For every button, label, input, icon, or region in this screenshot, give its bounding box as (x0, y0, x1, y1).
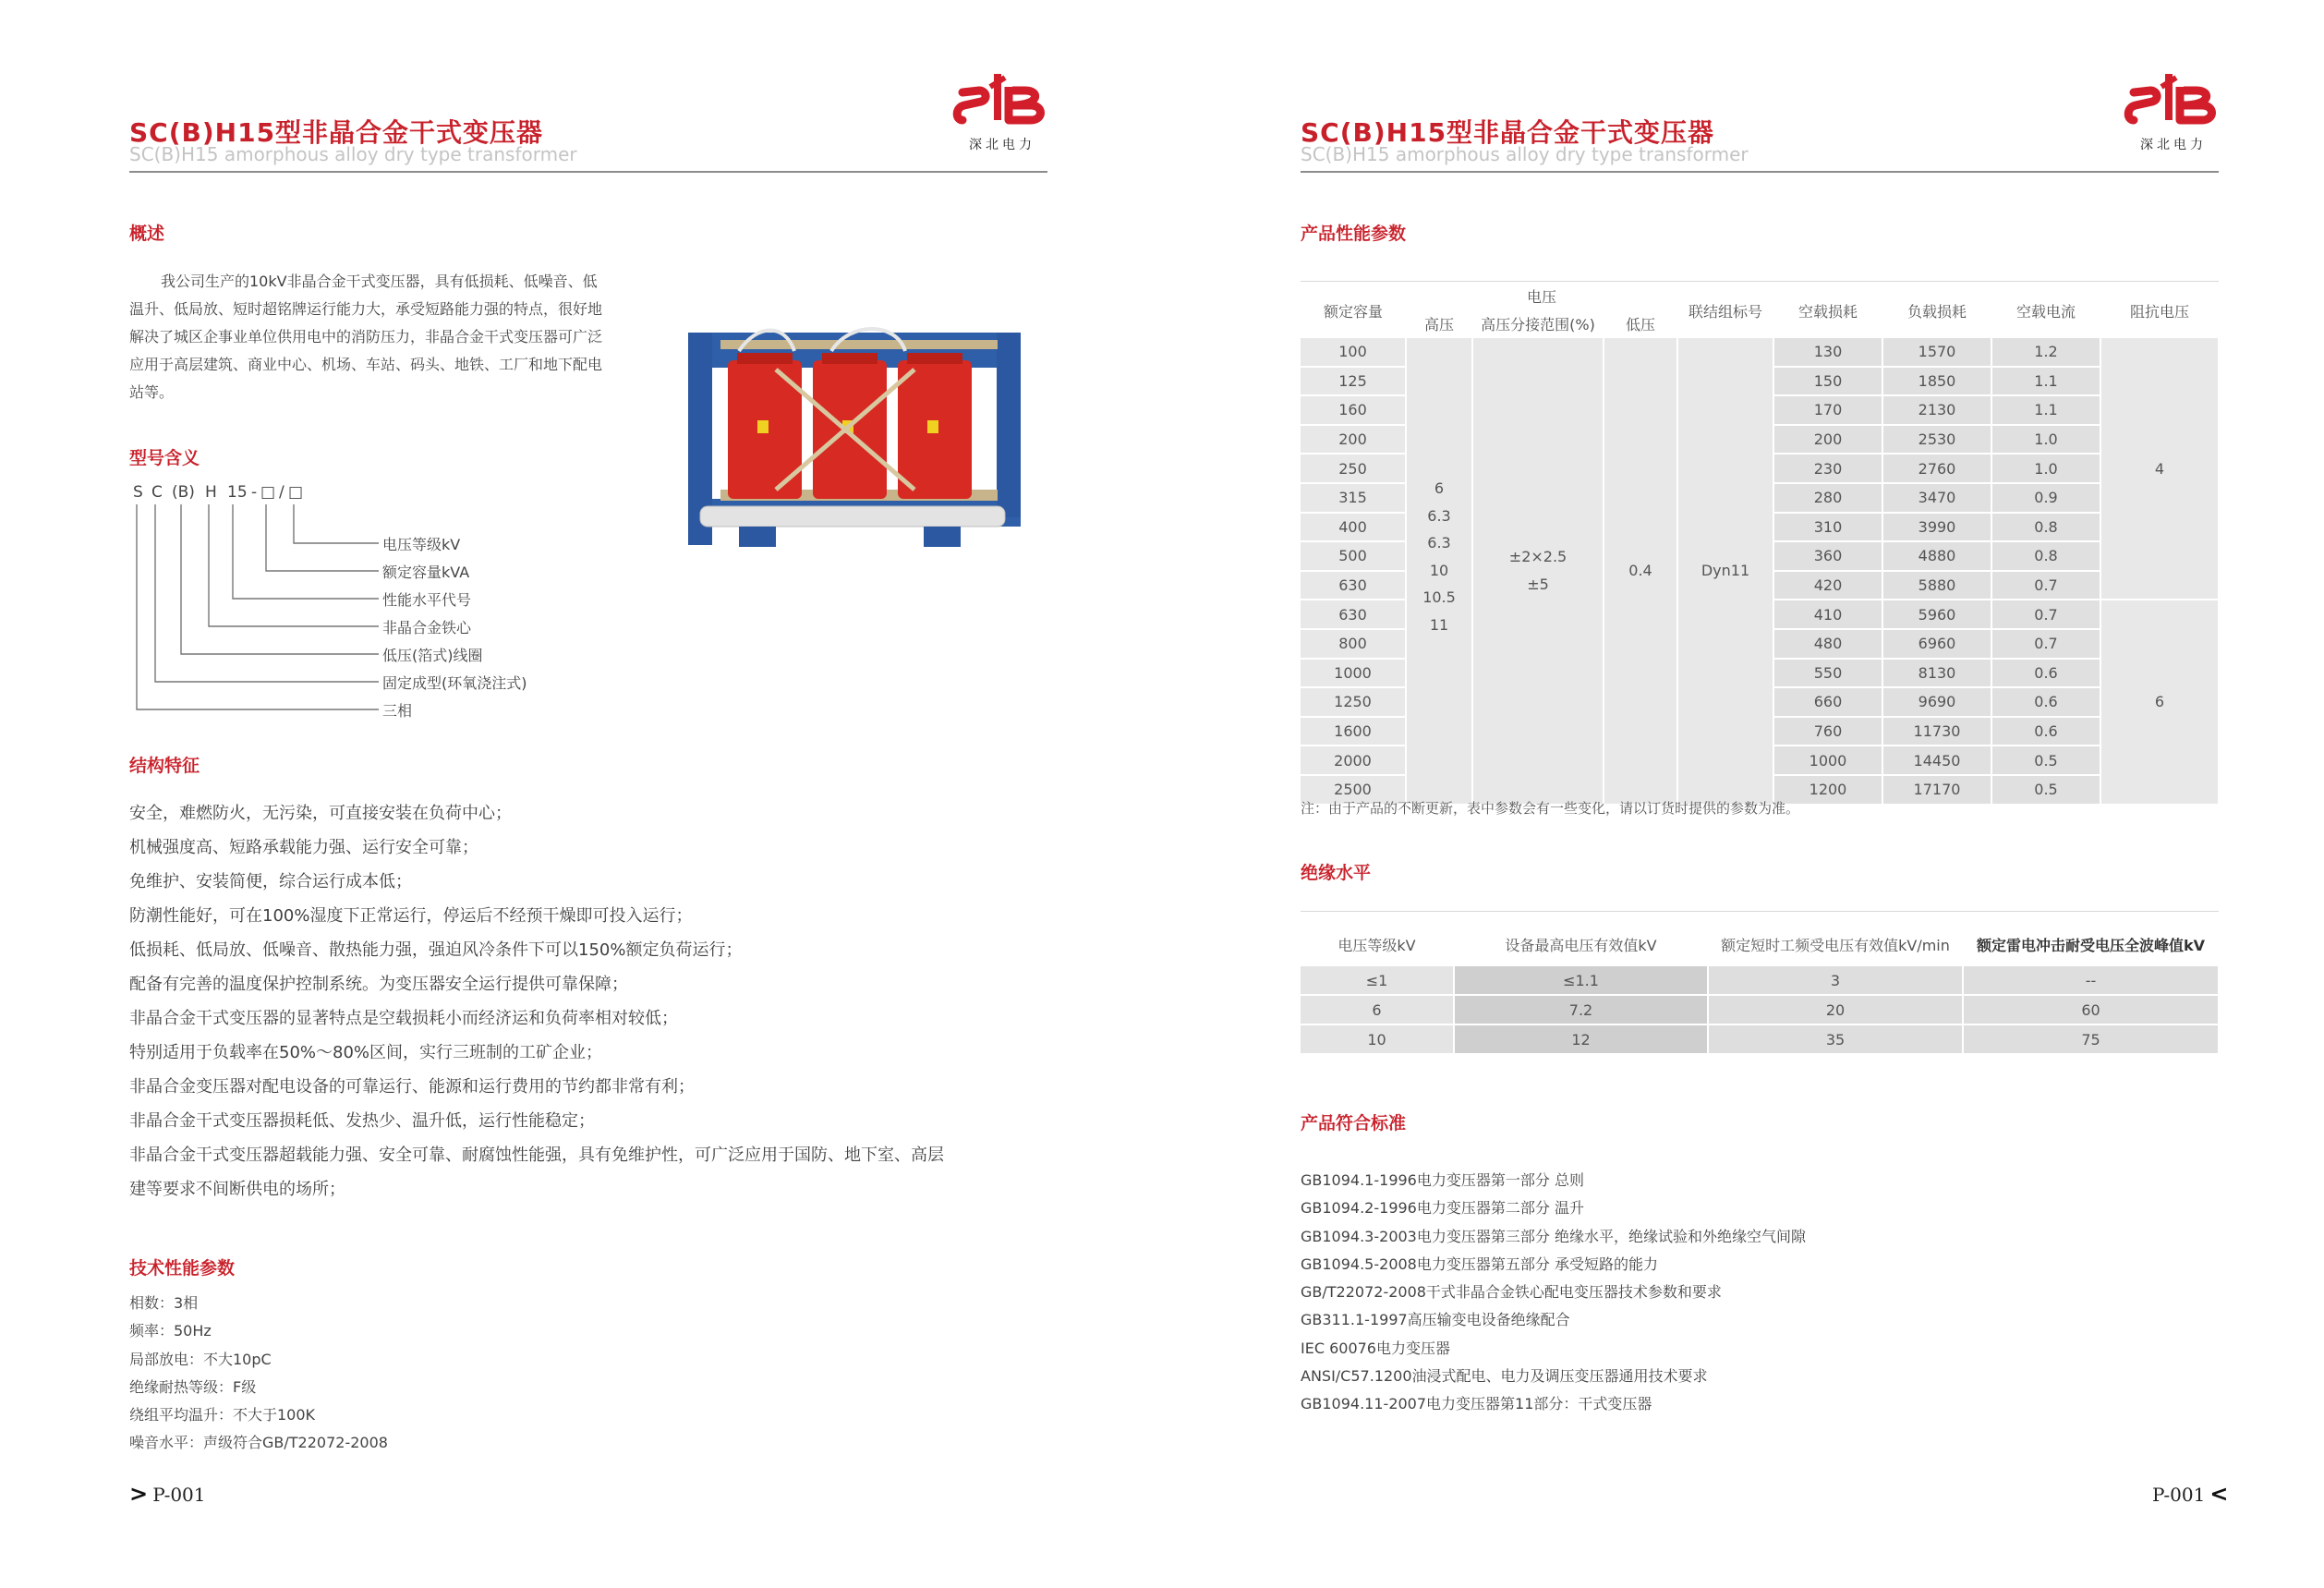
table-cell: 3470 (1882, 483, 1991, 513)
feature-item: 低损耗、低局放、低噪音、散热能力强，强迫风冷条件下可以150%额定负荷运行； (129, 940, 743, 960)
feature-item: 建等要求不间断供电的场所； (129, 1180, 345, 1199)
standard-item: GB1094.3-2003电力变压器第三部分 绝缘水平，绝缘试验和外绝缘空气间隙 (1301, 1227, 1806, 1245)
table-cell: 0.5 (1991, 775, 2100, 805)
table-cell: 0.7 (1991, 600, 2100, 629)
table-cell: ≤1.1 (1454, 965, 1708, 995)
col-group: 联结组标号 (1677, 283, 1773, 338)
table-cell: 200 (1301, 425, 1406, 455)
overview-line: 我公司生产的10kV非晶合金干式变压器，具有低损耗、低噪音、低 (161, 273, 598, 290)
col-tap: 高压分接范围(%) (1472, 309, 1604, 338)
table-cell: 5960 (1882, 600, 1991, 629)
table-cell: 0.9 (1991, 483, 2100, 513)
code-char: - (251, 483, 258, 502)
tech-item: 频率：50Hz (129, 1322, 212, 1340)
table-cell: -- (1963, 965, 2219, 995)
code-char: □ (260, 483, 276, 502)
page-title: SC(B)H15型非晶合金干式变压器 (1301, 117, 1715, 148)
table-cell: 60 (1963, 995, 2219, 1024)
table-cell: 420 (1773, 571, 1882, 600)
table-cell: 280 (1773, 483, 1882, 513)
hv-value: 6 (1434, 479, 1445, 497)
feature-item: 非晶合金干式变压器损耗低、发热少、温升低，运行性能稳定； (129, 1111, 595, 1131)
tech-heading: 技术性能参数 (129, 1258, 236, 1279)
table-cell: 2000 (1301, 746, 1406, 775)
table-cell: 9690 (1882, 687, 1991, 717)
table-cell: 315 (1301, 483, 1406, 513)
overview-line: 应用于高层建筑、商业中心、机场、车站、码头、地铁、工厂和地下配电 (129, 356, 603, 373)
transformer-photo (684, 314, 1025, 576)
overview-text (129, 268, 665, 406)
page-number-right (2152, 1481, 2229, 1507)
code-char: (B) (172, 483, 195, 502)
table-cell: 1000 (1773, 746, 1882, 775)
page-number-left (129, 1481, 206, 1507)
legend-coil: 低压(箔式)线圈 (382, 647, 483, 664)
table-cell: 0.6 (1991, 687, 2100, 717)
hv-value: 11 (1429, 615, 1449, 634)
tap-value: ±5 (1527, 575, 1549, 593)
overview-line: 温升、低局放、短时超铭牌运行能力大，承受短路能力强的特点，很好地 (129, 300, 603, 318)
logo-text: 深北电力 (969, 138, 1035, 152)
col-hv: 高压 (1406, 309, 1472, 338)
table-cell: 630 (1301, 571, 1406, 600)
table-cell: 760 (1773, 717, 1882, 746)
table-cell: 1.0 (1991, 425, 2100, 455)
standard-item: GB/T22072-2008干式非晶合金铁心配电变压器技术参数和要求 (1301, 1283, 1722, 1302)
table-cell: 12 (1454, 1024, 1708, 1054)
table-cell: 1.1 (1991, 367, 2100, 396)
overview-heading: 概述 (129, 224, 165, 244)
table-cell: 6 (1301, 995, 1454, 1024)
table-cell: 7.2 (1454, 995, 1708, 1024)
table-cell: 150 (1773, 367, 1882, 396)
standard-item: GB1094.2-1996电力变压器第二部分 温升 (1301, 1199, 1584, 1218)
table-row (1301, 965, 2219, 995)
feature-item: 非晶合金干式变压器的显著特点是空载损耗小而经济运和负荷率相对较低； (129, 1009, 678, 1028)
performance-note: 注：由于产品的不断更新，表中参数会有一些变化，请以订货时提供的参数为准。 (1301, 800, 1800, 817)
standard-item: GB311.1-1997高压输变电设备绝缘配合 (1301, 1311, 1570, 1329)
overview-line: 站等。 (129, 383, 175, 401)
feature-item: 防潮性能好，可在100%湿度下正常运行，停运后不经预干燥即可投入运行； (129, 906, 693, 926)
tech-item: 局部放电：不大10pC (129, 1350, 272, 1368)
code-char: / (279, 483, 284, 502)
table-cell: 230 (1773, 454, 1882, 483)
table-cell: 400 (1301, 513, 1406, 542)
table-cell: 17170 (1882, 775, 1991, 805)
features-heading: 结构特征 (129, 756, 200, 776)
header-divider (129, 171, 1047, 173)
table-cell: 1000 (1301, 659, 1406, 688)
ins-col-voltage: 电压等级kV (1301, 924, 1454, 965)
table-cell: 75 (1963, 1024, 2219, 1054)
table-row (1301, 338, 2219, 367)
col-capacity: 额定容量 (1301, 283, 1406, 338)
col-lv: 低压 (1604, 309, 1677, 338)
table-cell: 35 (1708, 1024, 1963, 1054)
legend-core: 非晶合金铁心 (382, 619, 472, 636)
hv-cell (1406, 338, 1472, 805)
standard-item: GB1094.5-2008电力变压器第五部分 承受短路的能力 (1301, 1255, 1658, 1273)
company-logo (951, 67, 1053, 153)
ins-col-lightning: 额定雷电冲击耐受电压全波峰值kV (1963, 924, 2219, 965)
performance-top-rule (1301, 281, 2219, 282)
table-cell: 10 (1301, 1024, 1454, 1054)
feature-item: 机械强度高、短路承载能力强、运行安全可靠； (129, 838, 478, 857)
insulation-table (1301, 924, 2220, 1055)
code-char: □ (288, 483, 304, 502)
table-cell: 200 (1773, 425, 1882, 455)
table-cell: 410 (1773, 600, 1882, 629)
model-heading: 型号含义 (129, 448, 200, 468)
feature-item: 配备有完善的温度保护控制系统。为变压器安全运行提供可靠保障； (129, 975, 628, 994)
logo-text: 深北电力 (2140, 138, 2207, 152)
standard-item: GB1094.1-1996电力变压器第一部分 总则 (1301, 1171, 1584, 1189)
overview-line: 解决了城区企事业单位供用电中的消防压力，非晶合金干式变压器可广泛 (129, 328, 603, 345)
table-cell: 8130 (1882, 659, 1991, 688)
legend-phase: 三相 (382, 702, 413, 720)
logo-mark-icon (951, 67, 1053, 135)
code-char: H (205, 483, 217, 502)
table-cell: 500 (1301, 541, 1406, 571)
ins-col-max-voltage: 设备最高电压有效值kV (1454, 924, 1708, 965)
table-cell: 160 (1301, 395, 1406, 425)
table-cell: 125 (1301, 367, 1406, 396)
code-char: C (151, 483, 163, 502)
table-cell: ≤1 (1301, 965, 1454, 995)
table-cell: 6960 (1882, 629, 1991, 659)
table-cell: 0.4 (1604, 338, 1677, 805)
hv-value: 10 (1429, 561, 1449, 579)
feature-item: 非晶合金干式变压器超载能力强、安全可靠、耐腐蚀性能强，具有免维护性，可广泛应用于国防、地下室、高层 (129, 1146, 944, 1165)
table-cell: 170 (1773, 395, 1882, 425)
table-cell: 0.8 (1991, 541, 2100, 571)
chevron-right-icon: > (129, 1481, 149, 1507)
table-cell: 0.7 (1991, 571, 2100, 600)
table-cell: 360 (1773, 541, 1882, 571)
company-logo (2123, 67, 2224, 153)
table-cell: 1.0 (1991, 454, 2100, 483)
col-noload-loss: 空载损耗 (1773, 283, 1882, 338)
insulation-top-rule (1301, 911, 2219, 912)
standard-item: ANSI/C57.1200油浸式配电、电力及调压变压器通用技术要求 (1301, 1367, 1708, 1386)
page-subtitle: SC(B)H15 amorphous alloy dry type transformer (1301, 143, 1749, 165)
performance-heading: 产品性能参数 (1301, 224, 1407, 244)
table-cell: 6 (2100, 600, 2219, 804)
logo-mark-icon (2123, 67, 2224, 135)
table-cell: 1200 (1773, 775, 1882, 805)
standard-item: GB1094.11-2007电力变压器第11部分：干式变压器 (1301, 1395, 1652, 1413)
table-cell: 0.6 (1991, 659, 2100, 688)
legend-performance: 性能水平代号 (382, 591, 472, 609)
table-row (1301, 1024, 2219, 1054)
col-load-loss: 负载损耗 (1882, 283, 1991, 338)
table-cell: 3 (1708, 965, 1963, 995)
features-list (129, 796, 944, 1206)
standard-item: IEC 60076电力变压器 (1301, 1339, 1450, 1357)
tech-item: 绕组平均温升：不大于100K (129, 1406, 316, 1424)
tech-item: 相数：3相 (129, 1294, 199, 1312)
hv-value: 10.5 (1422, 588, 1456, 607)
page-title: SC(B)H15型非晶合金干式变压器 (129, 117, 544, 148)
col-voltage: 电压 (1406, 283, 1677, 309)
table-cell: 630 (1301, 600, 1406, 629)
table-cell: 1.1 (1991, 395, 2100, 425)
table-cell: 14450 (1882, 746, 1991, 775)
performance-table (1301, 283, 2220, 806)
code-char: S (133, 483, 143, 502)
feature-item: 安全，难燃防火，无污染，可直接安装在负荷中心； (129, 804, 512, 823)
insulation-heading: 绝缘水平 (1301, 863, 1372, 883)
header-divider (1301, 171, 2219, 173)
table-cell: 1850 (1882, 367, 1991, 396)
table-cell: 5880 (1882, 571, 1991, 600)
table-cell: 800 (1301, 629, 1406, 659)
col-impedance: 阻抗电压 (2100, 283, 2219, 338)
standards-heading: 产品符合标准 (1301, 1113, 1407, 1133)
table-cell: 11730 (1882, 717, 1991, 746)
table-cell: 0.8 (1991, 513, 2100, 542)
table-cell: 100 (1301, 338, 1406, 367)
table-cell: 1250 (1301, 687, 1406, 717)
table-cell: 480 (1773, 629, 1882, 659)
right-page (1162, 0, 2324, 1588)
table-cell: 20 (1708, 995, 1963, 1024)
table-cell: 250 (1301, 454, 1406, 483)
table-cell: 130 (1773, 338, 1882, 367)
table-cell: 4880 (1882, 541, 1991, 571)
tech-list (129, 1290, 388, 1458)
table-cell: 310 (1773, 513, 1882, 542)
legend-capacity: 额定容量kVA (382, 564, 470, 581)
page-subtitle: SC(B)H15 amorphous alloy dry type transformer (129, 143, 577, 165)
tech-item: 绝缘耐热等级：F级 (129, 1377, 257, 1396)
hv-value: 6.3 (1427, 506, 1451, 525)
table-cell: 2130 (1882, 395, 1991, 425)
table-cell: 1600 (1301, 717, 1406, 746)
table-cell: 0.5 (1991, 746, 2100, 775)
table-cell: 2530 (1882, 425, 1991, 455)
table-cell: 4 (2100, 338, 2219, 600)
standards-list (1301, 1167, 1806, 1419)
legend-voltage: 电压等级kV (382, 536, 461, 553)
table-cell: 3990 (1882, 513, 1991, 542)
feature-item: 免维护、安装简便，综合运行成本低； (129, 872, 412, 891)
feature-item: 特别适用于负载率在50%～80%区间，实行三班制的工矿企业； (129, 1043, 603, 1062)
col-noload-current: 空载电流 (1991, 283, 2100, 338)
chevron-left-icon: < (2209, 1481, 2229, 1507)
table-cell: 1.2 (1991, 338, 2100, 367)
feature-item: 非晶合金变压器对配电设备的可靠运行、能源和运行费用的节约都非常有利； (129, 1077, 695, 1097)
table-cell: 550 (1773, 659, 1882, 688)
code-char: 15 (227, 483, 248, 502)
legend-cast: 固定成型(环氧浇注式) (382, 674, 527, 692)
tap-value: ±2×2.5 (1508, 548, 1567, 566)
table-row (1301, 995, 2219, 1024)
model-leader-lines (129, 504, 388, 717)
table-cell: 2500 (1301, 775, 1406, 805)
tap-cell (1472, 338, 1604, 805)
table-cell: 0.6 (1991, 717, 2100, 746)
hv-value: 6.3 (1427, 534, 1451, 552)
page-number-text: P-001 (2152, 1484, 2206, 1506)
table-cell: 660 (1773, 687, 1882, 717)
table-cell: Dyn11 (1677, 338, 1773, 805)
page-number-text: P-001 (152, 1484, 206, 1506)
table-cell: 0.7 (1991, 629, 2100, 659)
table-cell: 2760 (1882, 454, 1991, 483)
ins-col-power-freq: 额定短时工频受电压有效值kV/min (1708, 924, 1963, 965)
table-cell: 1570 (1882, 338, 1991, 367)
tech-item: 噪音水平：声级符合GB/T22072-2008 (129, 1434, 388, 1452)
